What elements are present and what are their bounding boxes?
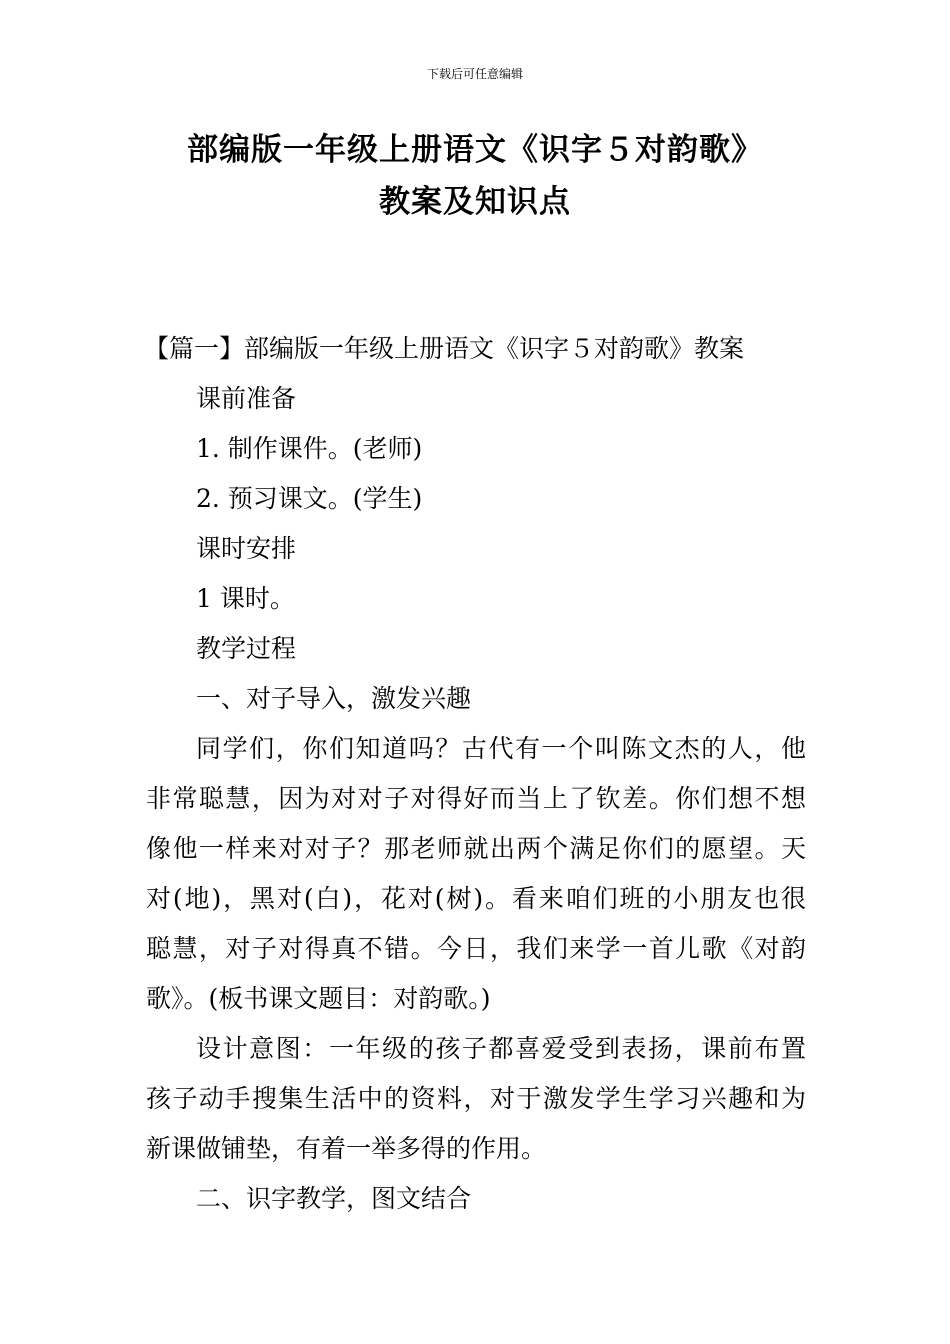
prep-heading: 课前准备 — [196, 384, 297, 413]
step1-heading: 一、对子导入，激发兴趣 — [196, 684, 472, 713]
paragraph-line: 孩子动手搜集生活中的资料，对于激发学生学习兴趣和为 — [146, 1084, 806, 1113]
prep-item: 2. 预习课文。(学生) — [196, 484, 423, 513]
paragraph-line: 对(地)，黑对(白)，花对(树)。看来咱们班的小朋友也很 — [146, 884, 806, 913]
header-note: 下载后可任意编辑 — [426, 67, 523, 81]
paragraph-line: 新课做铺垫，有着一举多得的作用。 — [146, 1134, 547, 1163]
document-title-line-2: 教案及知识点 — [379, 184, 571, 220]
paragraph-line: 非常聪慧，因为对对子对得好而当上了钦差。你们想不想 — [146, 784, 806, 813]
schedule-heading: 课时安排 — [196, 534, 297, 563]
step2-heading: 二、识字教学，图文结合 — [196, 1184, 472, 1213]
section-heading: 【篇一】部编版一年级上册语文《识字５对韵歌》教案 — [144, 334, 745, 363]
paragraph-line: 像他一样来对对子？那老师就出两个满足你们的愿望。天 — [146, 834, 806, 863]
document-title-line-1: 部编版一年级上册语文《识字５对韵歌》 — [187, 132, 763, 168]
paragraph-line: 歌》。(板书课文题目：对韵歌。) — [146, 984, 491, 1013]
process-heading: 教学过程 — [196, 634, 297, 663]
paragraph-line: 同学们，你们知道吗？古代有一个叫陈文杰的人，他 — [196, 734, 806, 763]
paragraph-line: 聪慧，对子对得真不错。今日，我们来学一首儿歌《对韵 — [146, 934, 806, 963]
schedule-value: 1 课时。 — [196, 584, 295, 613]
paragraph-line: 设计意图：一年级的孩子都喜爱受到表扬，课前布置 — [196, 1034, 806, 1063]
prep-item: 1. 制作课件。(老师) — [196, 434, 423, 463]
